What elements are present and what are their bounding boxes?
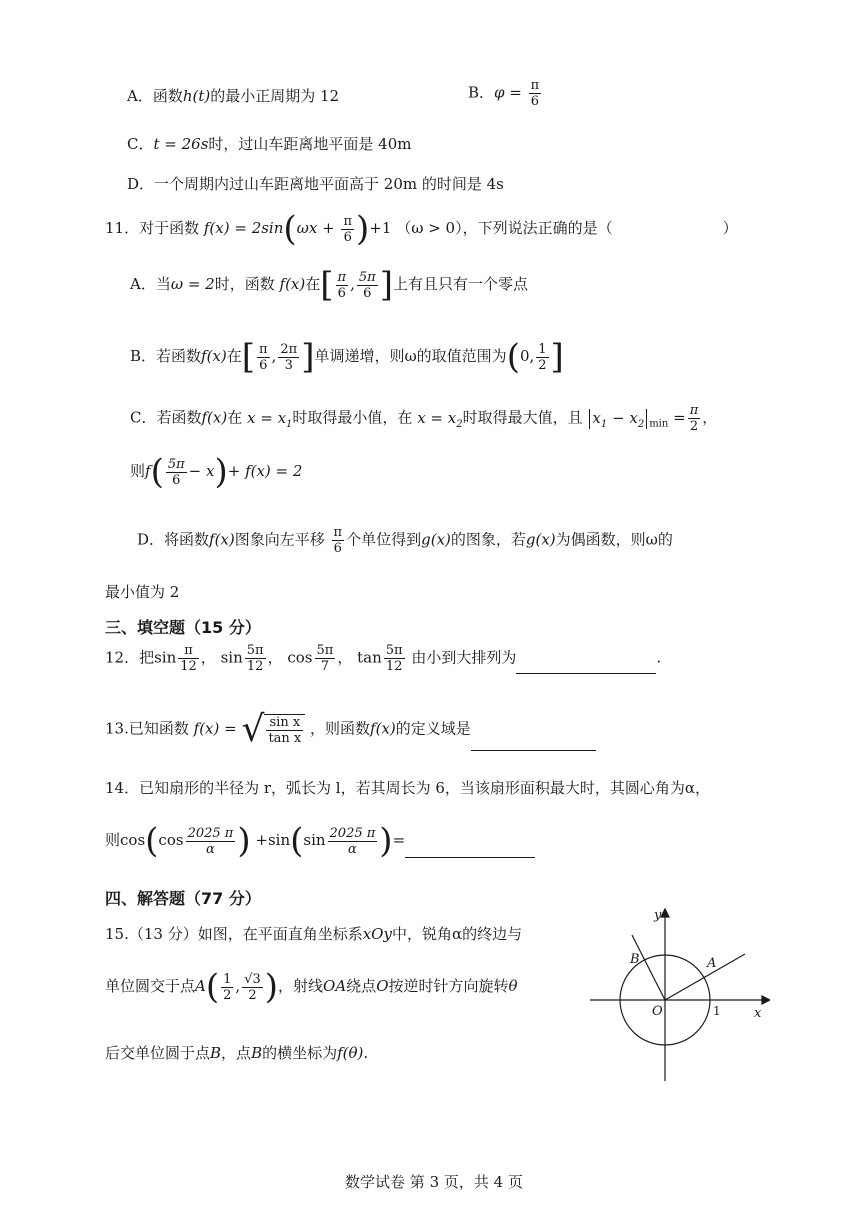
q14-line1: 14．已知扇形的半径为 r，弧长为 l，若其周长为 6，当该扇形面积最大时，其圆心角为α， [105,779,711,797]
y-axis-arrow [661,909,669,917]
q10-option-b-label: B． [468,83,495,102]
section-4-title: 四、解答题（77 分） [105,889,261,908]
q11-option-a: A．当ω = 2时，函数 f(x)在[ $\frac{\pi}{6}$ , $\frac{5\pi}{6}$ ]上有且只有一个零点 [130,265,528,305]
q10-option-d: D．一个周期内过山车距离地平面高于 20m 的时间是 4s [127,175,504,193]
ray-ob [632,935,665,1000]
x-axis-label: x [754,1006,762,1021]
q11-option-b: B．若函数f(x)在[ $\frac{\pi}{6}$ , $\frac{2\pi}{3}$ ]单调递增，则ω的取值范围为(0, $\frac{1}{2}$ ] [130,337,564,377]
q13: 13.已知函数 f(x) = √ $\frac{\text{sin x}}{\text{tan x}}$ ，则函数f(x)的定义域是 [105,708,596,751]
q10-option-a-func: h(t) [182,87,211,105]
q11-option-c: C．若函数f(x)在 $x = x_1$时取得最小值，在 $x = x_2$时取得最大值，且 $x_1 - x_2$ $_{min}$ = $\frac{\pi}{2}$ ， [130,403,718,434]
q10-option-b-frac: $\frac{\pi}{6}$ [530,78,540,109]
page-footer: 数学试卷 第 3 页，共 4 页 [345,1173,523,1191]
point-a-label: A [707,956,717,971]
q11-stem: 11．对于函数 f(x) = 2sin(ωx + $\frac{\pi}{6}$ )+1 （ω > 0），下列说法正确的是（ ） [105,209,738,249]
q10-option-c-time: t = 26s [153,135,209,153]
y-axis-label: y [654,908,662,923]
unit-tick-label: 1 [713,1004,721,1018]
q10-option-c: C．t = 26s时，过山车距离地平面是 40m [127,135,412,153]
q13-answer-blank[interactable] [471,732,596,751]
q12-answer-blank[interactable] [516,655,656,674]
section-3-title: 三、填空题（15 分） [105,618,261,637]
q11-option-c-cont: 则f( $\frac{5\pi}{6}$ − x)+ f(x) = 2 [130,452,303,492]
q15-line1: 15.（13 分）如图，在平面直角坐标系xOy中，锐角α的终边与 [105,925,523,943]
q10-option-a [127,87,339,105]
q14-answer-blank[interactable] [405,839,535,858]
q12: 12．把sin $\frac{\pi}{12}$ ， sin $\frac{5\pi}{12}$ ， cos $\frac{5\pi}{7}$ ， tan $\frac{5\pi}{12}$ 由小到大排列为 . [105,643,662,674]
q10-option-a-label: A．函数 [127,87,183,105]
origin-label: O [652,1004,663,1019]
x-axis-arrow [762,996,770,1004]
q10-option-b-phi: φ = [494,83,522,102]
q14-line2: 则cos(cos $\frac{2025 \pi}{\alpha}$ ) +sin(sin $\frac{2025 \pi}{\alpha}$ )= [105,824,535,858]
ray-oa [665,954,745,1000]
unit-circle-figure [590,905,770,1085]
q15-line2: 单位圆交于点A( $\frac{1}{2}$ , $\frac{√3}{2}$ )，射线OA绕点O按逆时针方向旋转θ [105,967,518,1007]
q11-option-d-cont: 最小值为 2 [105,583,180,601]
q15-line3: 后交单位圆于点B，点B的横坐标为f(θ). [105,1044,369,1062]
point-b-label: B [630,952,640,967]
q11-option-d: D．将函数f(x)图象向左平移 $\frac{\pi}{6}$ 个单位得到g(x)的图象，若g(x)为偶函数，则ω的 [137,525,673,556]
q10-option-b [468,78,543,109]
q10-option-a-text: 的最小正周期为 12 [210,87,340,105]
